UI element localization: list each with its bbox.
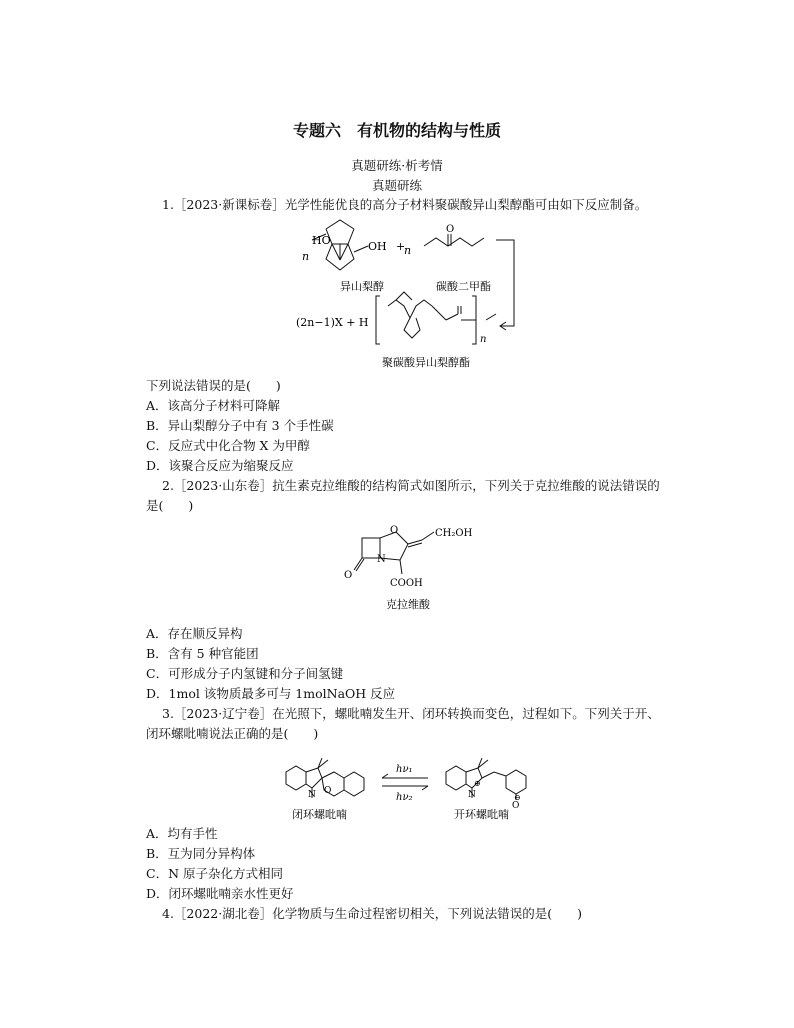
question-2-stem-line-1: 2.［2023·山东卷］抗生素克拉维酸的结构简式如图所示，下列关于克拉维酸的说法错误的 [162, 478, 660, 493]
clavulanic-acid-structure [340, 522, 480, 614]
ch2oh-label: CH₂OH [435, 528, 473, 539]
hv1-label: hν₁ [396, 764, 413, 775]
hv2-label: hν₂ [396, 792, 413, 803]
open-n-label: N [468, 790, 476, 800]
question-2-stem-line-2: 是( ) [146, 498, 194, 513]
q1-option-b: B．异山梨醇分子中有 3 个手性碳 [146, 418, 334, 433]
q3-option-a: A．均有手性 [146, 826, 218, 841]
question-1-reaction-figure [296, 214, 526, 374]
reaction-prefix: (2n−1)X + H [296, 316, 369, 329]
polymer-name: 聚碳酸异山梨醇酯 [382, 356, 470, 369]
oh-label: OH [368, 240, 387, 253]
isosorbide-name: 异山梨醇 [340, 280, 384, 293]
question-1-prompt: 下列说法错误的是( ) [146, 378, 281, 393]
question-3-stem-line-1: 3.［2023·辽宁卷］在光照下，螺吡喃发生开、闭环转换而变色，过程如下。下列关于开、 [162, 706, 660, 721]
q1-option-a: A．该高分子材料可降解 [146, 398, 281, 413]
closed-n-label: N [308, 790, 316, 800]
ring-oxygen-label: O [390, 525, 399, 536]
n-positive-charge: ⊕ [474, 779, 481, 788]
carbonyl-o-label: O [446, 224, 455, 235]
section-heading: 真题研练·析考情 [351, 158, 443, 173]
cooh-label: COOH [390, 578, 423, 589]
dimethyl-carbonate-name: 碳酸二甲酯 [436, 280, 491, 293]
q3-option-c: C．N 原子杂化方式相同 [146, 866, 283, 881]
question-4-stem: 4.［2022·湖北卷］化学物质与生命过程密切相关，下列说法错误的是( ) [162, 906, 582, 921]
plus-sign: + [396, 240, 406, 253]
closed-o-label: O [324, 786, 332, 796]
q2-option-a: A．存在顺反异构 [146, 626, 243, 641]
q2-option-d: D．1mol 该物质最多可与 1molNaOH 反应 [146, 686, 396, 701]
closed-spiropyran-name: 闭环螺吡喃 [292, 808, 347, 821]
open-o-label: O [512, 801, 520, 811]
section-subheading: 真题研练 [371, 178, 422, 193]
q3-option-d: D．闭环螺吡喃亲水性更好 [146, 886, 294, 901]
question-3-stem-line-2: 闭环螺吡喃说法正确的是( ) [146, 726, 319, 741]
q3-option-b: B．互为同分异构体 [146, 846, 256, 861]
q2-option-c: C．可形成分子内氢键和分子间氢键 [146, 666, 344, 681]
carbonyl-oxygen-label: O [344, 570, 353, 581]
open-spiropyran-name: 开环螺吡喃 [454, 808, 509, 821]
q1-option-d: D．该聚合反应为缩聚反应 [146, 458, 294, 473]
q1-option-c: C．反应式中化合物 X 为甲醇 [146, 438, 310, 453]
o-negative-charge: ⊖ [514, 793, 521, 802]
spiropyran-equilibrium-figure [278, 748, 578, 822]
n-coefficient-1: n [302, 250, 310, 263]
ho-label: HO [312, 234, 331, 247]
nitrogen-label: N [377, 554, 386, 565]
n-coefficient-2: n [404, 244, 412, 257]
q2-option-b: B．含有 5 种官能团 [146, 646, 259, 661]
page-title: 专题六 有机物的结构与性质 [292, 121, 501, 140]
question-1-stem: 1.［2023·新课标卷］光学性能优良的高分子材料聚碳酸异山梨醇酯可由如下反应制备。 [162, 197, 648, 212]
n-subscript: n [480, 334, 487, 345]
clavulanic-acid-name: 克拉维酸 [386, 598, 430, 611]
